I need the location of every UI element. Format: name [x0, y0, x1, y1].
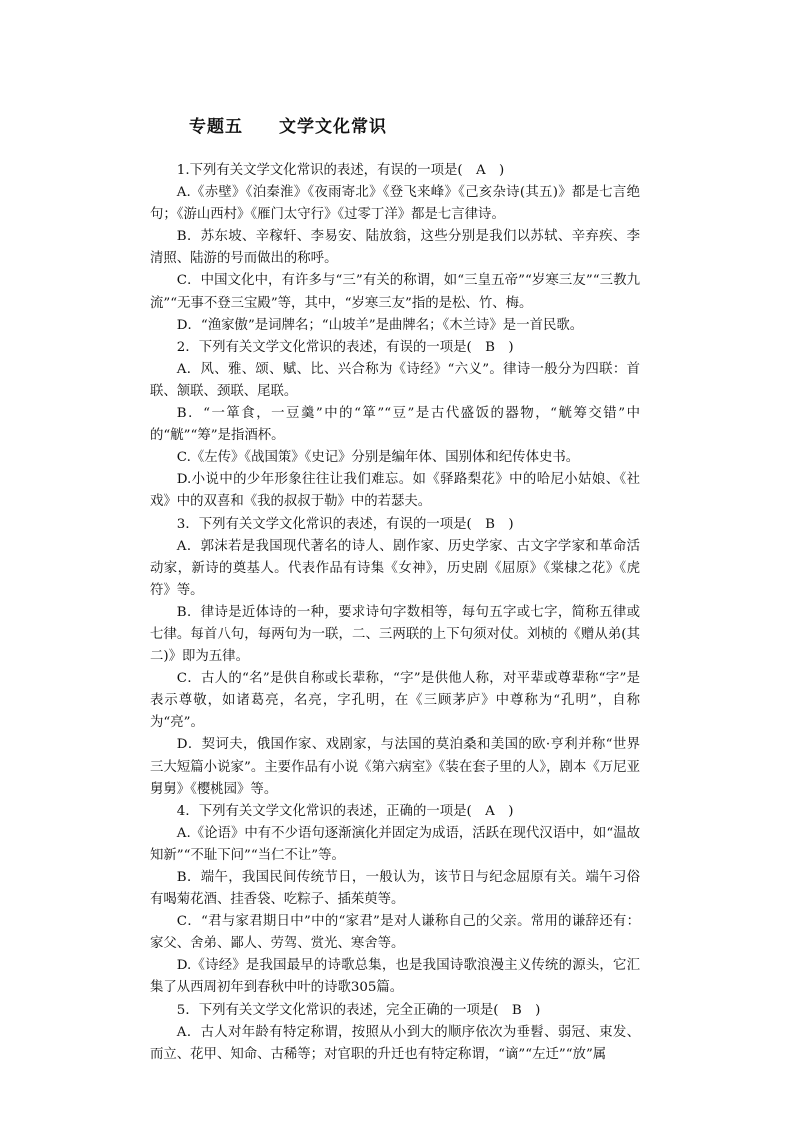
option-c: C．中国文化中，有许多与“三”有关的称谓，如“三皇五帝”“岁寒三友”“三教九流”“无事不登三宝殿”等，其中，“岁寒三友”指的是松、竹、梅。	[150, 273, 640, 311]
option-a: A.《论语》中有不少语句逐渐演化并固定为成语，活跃在现代汉语中，如“温故知新”“不耻下问”“当仁不让”等。	[150, 825, 640, 863]
option-b: B．端午，我国民间传统节日，一般认为，该节日与纪念屈原有关。端午习俗有喝菊花酒、挂香袋、吃粽子、插茱萸等。	[150, 870, 640, 908]
option-b: B．律诗是近体诗的一种，要求诗句字数相等，每句五字或七字，简称五律或七律。每首八句，每两句为一联，二、三两联的上下句须对仗。刘桢的《赠从弟(其二)》即为五律。	[150, 604, 640, 665]
question-stem: 5．下列有关文学文化常识的表述，完全正确的一项是( B )	[176, 1002, 541, 1018]
option-c: C．“君与家君期日中”中的“家君”是对人谦称自己的父亲。常用的谦辞还有：家父、舍弟、鄙人、劳驾、赏光、寒舍等。	[150, 914, 640, 952]
question-stem: 4．下列有关文学文化常识的表述，正确的一项是( A )	[176, 803, 514, 819]
question-4	[150, 801, 640, 1000]
option-c: C．古人的“名”是供自称或长辈称，“字”是供他人称，对平辈或尊辈称“字”是表示尊敬，如诸葛亮，名亮，字孔明，在《三顾茅庐》中尊称为“孔明”，自称为“亮”。	[150, 671, 640, 731]
option-a: A．风、雅、颂、赋、比、兴合称为《诗经》“六义”。律诗一般分为四联：首联、颔联、颈联、尾联。	[150, 361, 640, 399]
option-d: D.《诗经》是我国最早的诗歌总集，也是我国诗歌浪漫主义传统的源头，它汇集了从西周初年到春秋中叶的诗歌305篇。	[150, 958, 640, 996]
page-title: 专题五 文学文化常识	[189, 117, 387, 137]
option-a: A．古人对年龄有特定称谓，按照从小到大的顺序依次为垂髫、弱冠、束发、而立、花甲、知命、古稀等；对官职的升迁也有特定称谓，“谪”“左迁”“放”属	[150, 1024, 640, 1062]
option-a: A．郭沫若是我国现代著名的诗人、剧作家、历史学家、古文字学家和革命活动家，新诗的奠基人。代表作品有诗集《女神》，历史剧《屈原》《棠棣之花》《虎符》等。	[150, 538, 640, 598]
option-a: A.《赤壁》《泊秦淮》《夜雨寄北》《登飞来峰》《己亥杂诗(其五)》都是七言绝句；《游山西村》《雁门太守行》《过零丁洋》都是七言律诗。	[150, 185, 640, 223]
option-b: B．“一箪食，一豆羹”中的“箪”“豆”是古代盛饭的器物，“觥筹交错”中的“觥”“筹”是指酒杯。	[150, 406, 640, 444]
question-5	[150, 1000, 640, 1066]
question-list	[150, 160, 640, 1066]
question-2	[150, 337, 640, 514]
question-1	[150, 160, 640, 337]
question-stem: 3．下列有关文学文化常识的表述，有误的一项是( B )	[176, 516, 514, 532]
option-b: B．苏东坡、辛稼轩、李易安、陆放翁，这些分别是我们以苏轼、辛弃疾、李清照、陆游的号而做出的称呼。	[150, 229, 640, 267]
question-stem: 1.下列有关文学文化常识的表述，有误的一项是( A )	[176, 163, 505, 178]
option-d: D.小说中的少年形象往往让我们难忘。如《驿路梨花》中的哈尼小姑娘、《社戏》中的双喜和《我的叔叔于勒》中的若瑟夫。	[150, 472, 640, 510]
option-c: C.《左传》《战国策》《史记》分别是编年体、国别体和纪传体史书。	[176, 450, 580, 466]
question-stem: 2．下列有关文学文化常识的表述，有误的一项是( B )	[176, 339, 514, 355]
question-3	[150, 514, 640, 801]
option-d: D．“渔家傲”是词牌名；“山坡羊”是曲牌名；《木兰诗》是一首民歌。	[176, 317, 584, 333]
option-d: D．契诃夫，俄国作家、戏剧家，与法国的莫泊桑和美国的欧·亨利并称“世界三大短篇小说家”。主要作品有小说《第六病室》《装在套子里的人》，剧本《万尼亚舅舅》《樱桃园》等。	[150, 737, 640, 797]
